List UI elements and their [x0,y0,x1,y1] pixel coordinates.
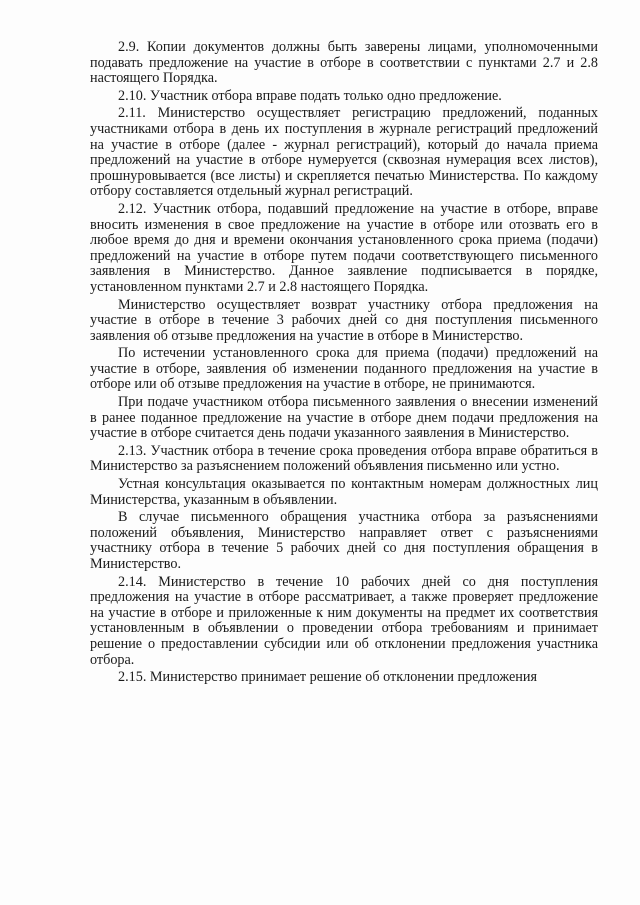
paragraph-2-12: 2.12. Участник отбора, подавший предложение на участие в отборе, вправе вносить изменения в свое предложение на участие в отборе или отозвать его в любое время до дня и времени окончания установленного срока приема (подачи) предложений на участие в отборе путем подачи соответствующего письменного заявления в Министерство. Данное заявление подписывается в порядке, установленном пунктами 2.7 и 2.8 настоящего Порядка. [90,200,598,295]
paragraph-oral-consultation: Устная консультация оказывается по контактным номерам должностных лиц Министерства, указанным в объявлении. [90,476,598,508]
paragraph-2-9: 2.9. Копии документов должны быть заверены лицами, уполномоченными подавать предложение на участие в отборе в соответствии с пунктами 2.7 и 2.8 настоящего Порядка. [90,39,598,87]
paragraph-2-14: 2.14. Министерство в течение 10 рабочих дней со дня поступления предложения на участие в отборе рассматривает, а также проверяет предложение на участие в отборе и приложенные к ним документы на предмет их соответствия установленным в объявлении о проведении отбора требованиям и принимает решение о предоставлении субсидии или об отклонении предложения участника отбора. [90,573,598,668]
paragraph-2-15: 2.15. Министерство принимает решение об отклонении предложения [118,669,537,686]
paragraph-written-request: В случае письменного обращения участника отбора за разъяснениями положений объявления, Министерство направляет ответ с разъяснениями участнику отбора в течение 5 рабочих дней со дня поступления обращения в Министерство. [90,509,598,572]
document-body [90,40,598,686]
paragraph-2-10: 2.10. Участник отбора вправе подать только одно предложение. [118,87,502,104]
paragraph-change-application: При подаче участником отбора письменного заявления о внесении изменений в ранее поданное предложение на участие в отборе днем подачи предложения на участие в отборе считается день подачи указанного заявления в Министерство. [90,394,598,442]
paragraph-return-proposal: Министерство осуществляет возврат участнику отбора предложения на участие в отборе в течение 3 рабочих дней со дня поступления письменного заявления об отзыве предложения на участие в отборе в Министерство. [90,296,598,344]
paragraph-deadline-expired: По истечении установленного срока для приема (подачи) предложений на участие в отборе, заявления об изменении поданного предложения на участие в отборе или об отзыве предложения на участие в отборе, не принимаются. [90,345,598,393]
paragraph-2-11: 2.11. Министерство осуществляет регистрацию предложений, поданных участниками отбора в день их поступления в журнале регистраций предложений на участие в отборе (далее - журнал регистраций), который до начала приема предложений на участие в отборе нумеруется (сквозная нумерация всех листов), прошнуровывается (все листы) и скрепляется печатью Министерства. По каждому отбору составляется отдельный журнал регистраций. [90,105,598,200]
paragraph-2-13: 2.13. Участник отбора в течение срока проведения отбора вправе обратиться в Министерство за разъяснением положений объявления письменно или устно. [90,442,598,475]
